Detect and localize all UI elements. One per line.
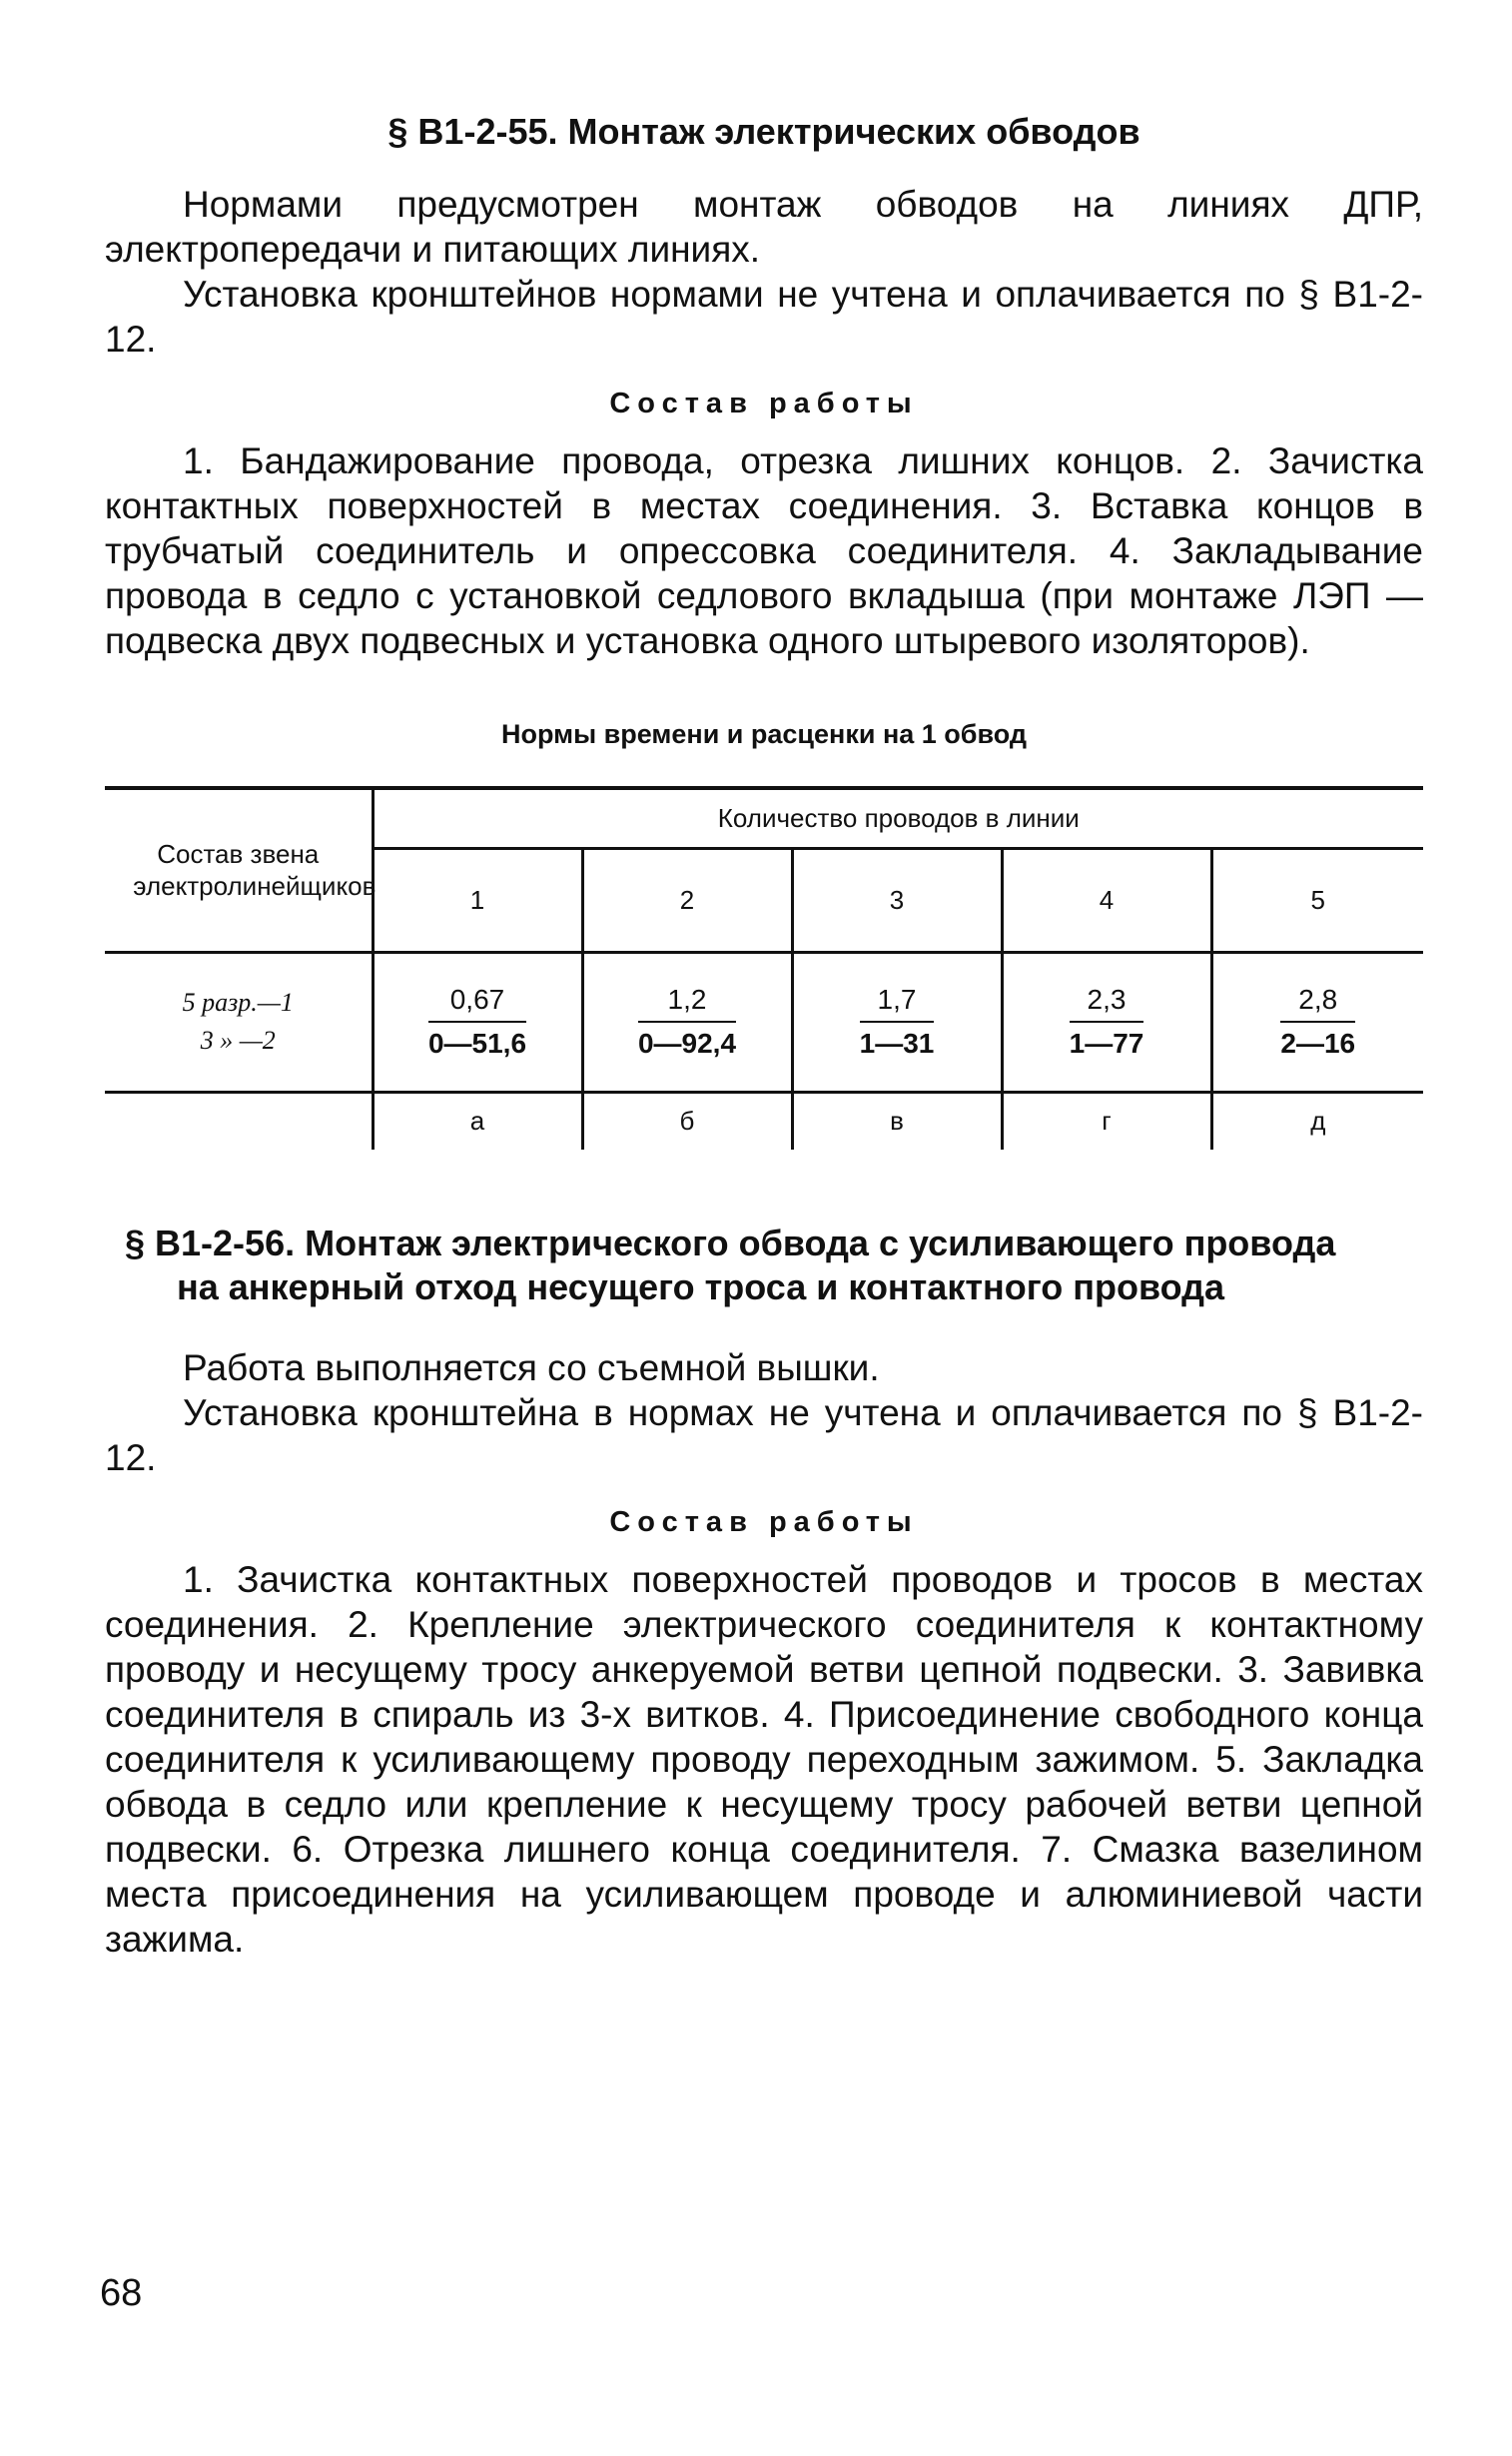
norms-table-title: Нормы времени и расценки на 1 обвод	[501, 719, 1027, 749]
section2-work-heading: Состав работы	[609, 1506, 919, 1538]
crew-header-text: Состав звена электролинейщиков	[133, 839, 377, 902]
rate-value-5: 2—16	[1280, 1027, 1356, 1059]
value-cell-5	[1211, 952, 1423, 1092]
section2-work-text: 1. Зачистка контактных поверхностей проводов и тросов в местах соединения. 2. Крепление электрического соединителя к контактному проводу и несущему тросу анкеруемой ветви цепной подвески. 3. Завивка соединителя в спираль из 3-х витков. 4. Присоединение свободного конца соединителя к усиливающему проводу переходным зажимом. 5. Закладка обвода в седло или крепление к несущему тросу рабочей ветви цепной подвески. 6. Отрезка лишнего конца соединителя. 7. Смазка вазелином места присоединения на усиливающем проводе и алюминиевой части зажима.	[105, 1559, 1423, 1960]
value-cell-1	[373, 952, 582, 1092]
section2-paragraph-2: Установка кронштейна в нормах не учтена и оплачивается по § В1-2-12.	[105, 1392, 1423, 1478]
page-content	[105, 110, 1423, 1962]
section2-title-line-2: на анкерный отход несущего троса и контактного провода	[177, 1266, 1224, 1307]
column-letter-1: а	[373, 1092, 582, 1150]
value-cell-2	[582, 952, 792, 1092]
crew-composition	[105, 952, 373, 1092]
crew-line-2: 3 » —2	[200, 1026, 276, 1055]
letter-row-spacer	[105, 1092, 373, 1150]
norm-value-1: 0,67	[428, 985, 526, 1023]
column-header-1: 1	[373, 848, 582, 952]
crew-header	[105, 788, 377, 952]
norms-table	[105, 786, 1423, 1150]
norm-value-3: 1,7	[860, 985, 935, 1023]
section1-paragraph-1: Нормами предусмотрен монтаж обводов на линиях ДПР, электропередачи и питающих линиях.	[105, 184, 1423, 270]
section2-title-line-1: § В1-2-56. Монтаж электрического обвода с усиливающего провода	[125, 1223, 1336, 1263]
column-header-3: 3	[792, 848, 1002, 952]
value-cell-3	[792, 952, 1002, 1092]
crew-line-1: 5 разр.—1	[182, 988, 294, 1017]
column-header-4: 4	[1002, 848, 1211, 952]
column-letter-3: в	[792, 1092, 1002, 1150]
norm-value-5: 2,8	[1280, 985, 1355, 1023]
column-header-5: 5	[1211, 848, 1423, 952]
column-letter-5: д	[1211, 1092, 1423, 1150]
page-number: 68	[100, 2272, 143, 2314]
norm-value-2: 1,2	[638, 985, 736, 1023]
value-cell-4	[1002, 952, 1211, 1092]
column-letter-2: б	[582, 1092, 792, 1150]
rate-value-3: 1—31	[859, 1027, 935, 1059]
norm-value-4: 2,3	[1070, 985, 1144, 1023]
rate-value-4: 1—77	[1069, 1027, 1144, 1059]
section1-work-text: 1. Бандажирование провода, отрезка лишних концов. 2. Зачистка контактных поверхностей в местах соединения. 3. Вставка концов в трубчатый соединитель и опрессовка соединителя. 4. Закладывание провода в седло с установкой седлового вкладыша (при монтаже ЛЭП — подвеска двух подвесных и установка одного штыревого изоляторов).	[105, 440, 1423, 661]
section-title-b1-2-55: § В1-2-55. Монтаж электрических обводов	[387, 111, 1140, 152]
rate-value-2: 0—92,4	[637, 1027, 737, 1059]
column-letter-4: г	[1002, 1092, 1211, 1150]
wires-header: Количество проводов в линии	[373, 788, 1423, 848]
section1-paragraph-2: Установка кронштейнов нормами не учтена и оплачивается по § В1-2-12.	[105, 274, 1423, 360]
section2-paragraph-1: Работа выполняется со съемной вышки.	[183, 1347, 880, 1388]
section1-work-heading: Состав работы	[609, 388, 919, 419]
rate-value-1: 0—51,6	[427, 1027, 527, 1059]
section-title-b1-2-56	[105, 1222, 1423, 1309]
column-header-2: 2	[582, 848, 792, 952]
